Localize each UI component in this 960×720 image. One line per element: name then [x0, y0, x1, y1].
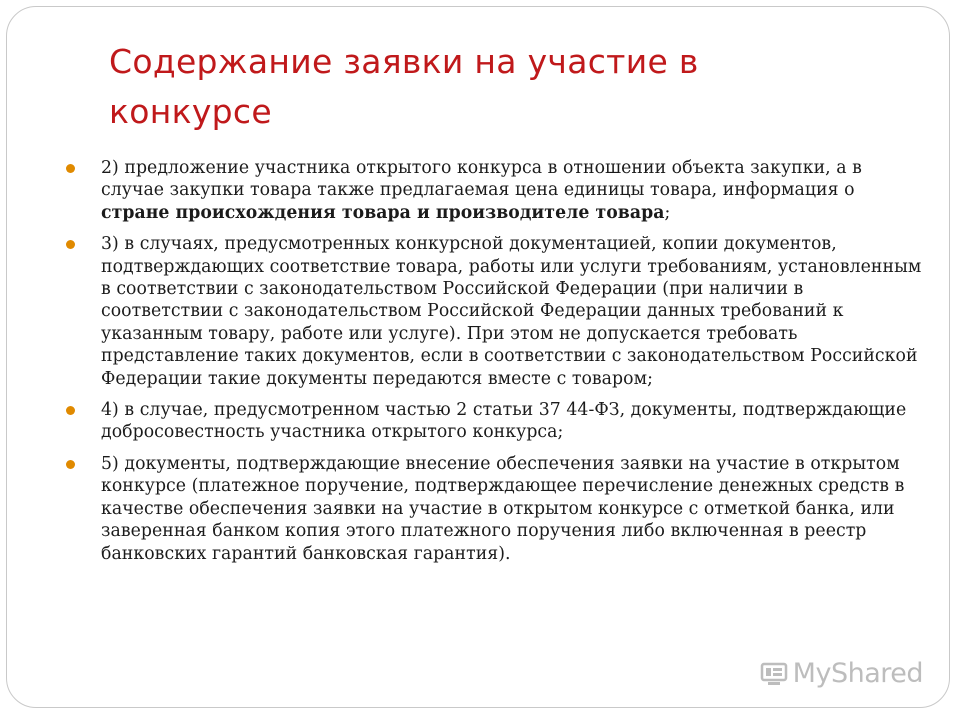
bullet-dot-icon [66, 164, 75, 173]
bullet-dot-icon [66, 240, 75, 249]
bullet-bold-text: стране происхождения товара и производителе товара [101, 202, 665, 223]
bullet-text: 5) документы, подтверждающие внесение обеспечения заявки на участие в открытом конкурсе (платежное поручение, подтверждающее перечисление денежных средств в качестве обеспечения заявки на участие в открытом конкурсе с отметкой банка, или заверенная банком копия этого платежного поручения либо включенная в реестр банковских гарантий банковская гарантия). [101, 453, 905, 564]
bullet-text: 3) в случаях, предусмотренных конкурсной документацией, копии документов, подтверждающих соответствие товара, работы или услуги требованиям, установленным в соответствии с законодательством Российской Федерации (при наличии в соответствии с законодательством Российской Федерации данных требований к указанным товару, работе или услуге). При этом не допускается требовать представление таких документов, если в соответствии с законодательством Российской Федерации такие документы передаются вместе с товаром; [101, 234, 922, 389]
myshared-logo-icon [759, 659, 789, 689]
list-item [63, 233, 923, 390]
bullet-dot-icon [66, 406, 75, 415]
watermark-text: MyShared [792, 658, 923, 689]
bullet-text-end: ; [664, 202, 671, 223]
watermark-logo [759, 658, 923, 689]
bullet-text: 2) предложение участника открытого конкурса в отношении объекта закупки, а в случае закупки товара также предлагаемая цена единицы товара, информация о [101, 158, 862, 201]
bullet-list [63, 157, 923, 574]
list-item [63, 453, 923, 565]
slide [6, 6, 950, 708]
bullet-dot-icon [66, 460, 75, 469]
list-item [63, 157, 923, 224]
bullet-text: 4) в случае, предусмотренном частью 2 статьи 37 44-ФЗ, документы, подтверждающие добросовестность участника открытого конкурса; [101, 400, 907, 443]
list-item [63, 399, 923, 444]
slide-title: Содержание заявки на участие в конкурсе [109, 42, 699, 131]
